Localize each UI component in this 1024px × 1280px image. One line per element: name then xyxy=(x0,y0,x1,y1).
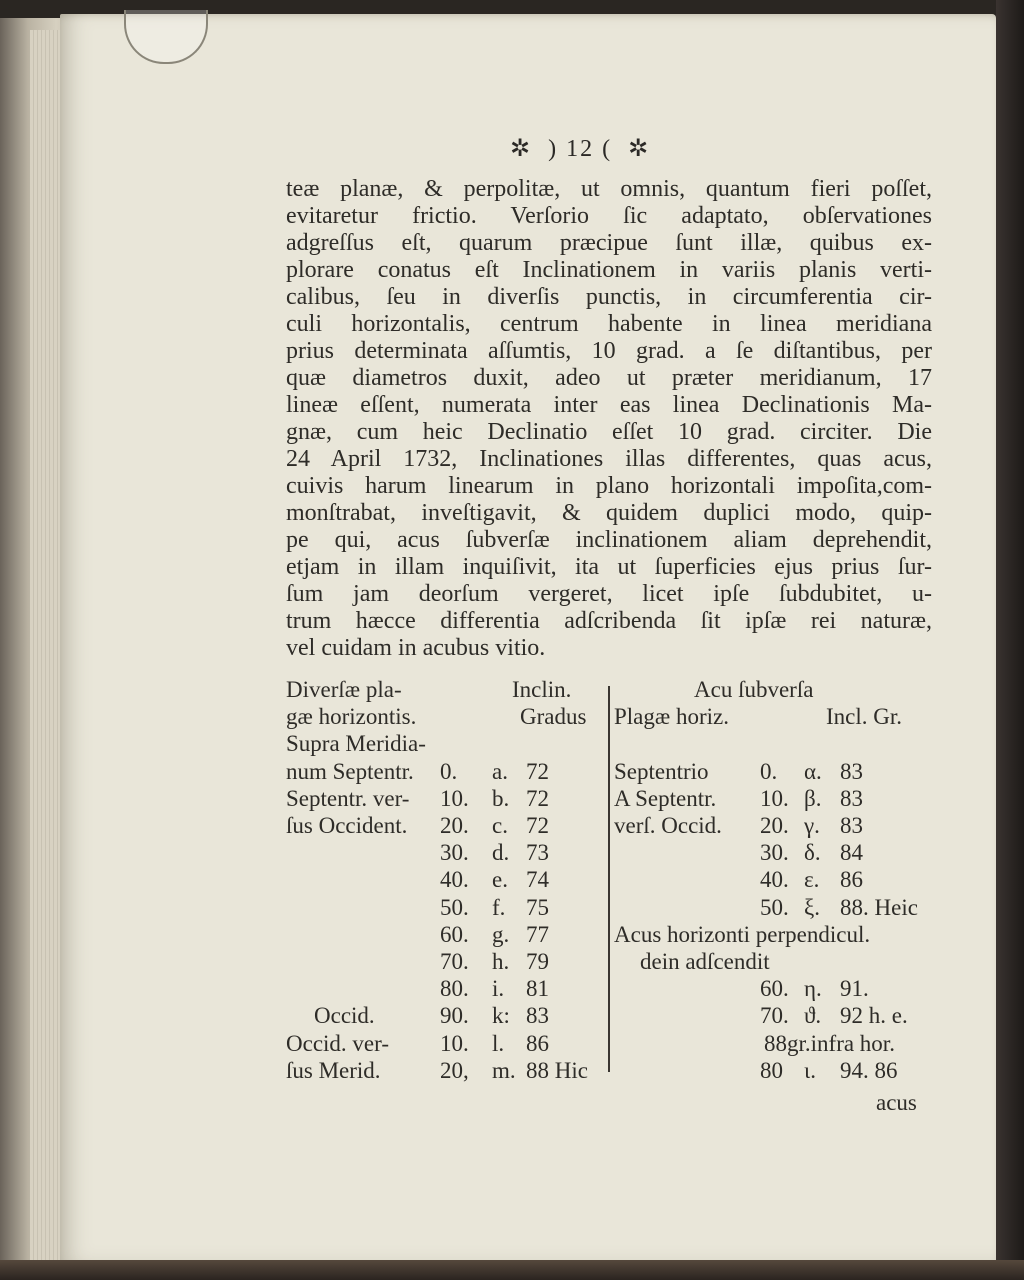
degree-cell: 20, xyxy=(440,1057,469,1083)
value-cell: 81 xyxy=(526,976,549,1002)
table-row xyxy=(614,975,936,1002)
letter-cell: α. xyxy=(804,758,822,784)
right-header-col2: Incl. Gr. xyxy=(826,704,903,730)
table-row xyxy=(286,975,608,1002)
place-label: num Septentr. xyxy=(286,758,414,784)
header-bracket-left: ) xyxy=(548,136,559,162)
value-cell: 75 xyxy=(526,894,549,920)
table-row xyxy=(286,948,608,975)
place-label: Supra Meridia- xyxy=(286,731,426,757)
place-label: A Septentr. xyxy=(614,785,717,811)
value-cell: 92 h. e. xyxy=(840,1003,908,1029)
value-cell: 77 xyxy=(526,921,549,947)
letter-cell: ι. xyxy=(804,1057,816,1083)
table-row xyxy=(614,758,936,785)
right-table-title: Acu ſubverſa xyxy=(694,677,814,702)
degree-cell: 80. xyxy=(440,976,469,1002)
text-line: etjam in illam inquiſivit, ita ut ſuperficies ejus prius ſur- xyxy=(286,554,932,580)
text-line: 24 April 1732, Inclinationes illas differentes, quas acus, xyxy=(286,446,932,472)
place-label: verſ. Occid. xyxy=(614,813,722,838)
place-label: Septentr. ver- xyxy=(286,785,410,811)
value-cell: 72 xyxy=(526,785,549,811)
value-cell: 83 xyxy=(840,758,863,784)
text-line: vel cuidam in acubus vitio. xyxy=(286,635,546,661)
place-label: ſus Merid. xyxy=(286,1057,381,1083)
letter-cell: l. xyxy=(492,1030,505,1056)
place-label: Occid. ver- xyxy=(286,1030,389,1056)
right-table xyxy=(614,676,936,1083)
letter-cell: g. xyxy=(492,921,510,947)
letter-cell: ϑ. xyxy=(804,1003,822,1029)
table-row xyxy=(286,730,608,757)
book-cover-edge xyxy=(996,0,1024,1280)
text-line: calibus, ſeu in diverſis punctis, in circumferentia cir- xyxy=(286,284,932,310)
text-line: gnæ, cum heic Declinatio eſſet 10 grad. circiter. Die xyxy=(286,419,932,445)
letter-cell: γ. xyxy=(804,813,820,838)
text-line: pe qui, acus ſubverſæ inclinationem aliam deprehendit, xyxy=(286,527,932,553)
letter-cell: c. xyxy=(492,813,508,838)
text-line: ſum jam deorſum vergeret, licet ipſe ſubdubitet, u- xyxy=(286,581,932,607)
value-cell: 94. 86 xyxy=(840,1057,898,1083)
letter-cell: ξ. xyxy=(804,894,821,920)
text-line: lineæ eſſent, numerata inter eas linea Declinationis Ma- xyxy=(286,392,932,418)
value-cell: 74 xyxy=(526,867,549,893)
value-cell: 86 xyxy=(840,867,863,893)
text-line: culi horizontalis, centrum habente in linea meridiana xyxy=(286,311,932,337)
text-line: plorare conatus eſt Inclinationem in variis planis verti- xyxy=(286,257,932,283)
text-line: monſtrabat, inveſtigavit, & quidem duplici modo, quip- xyxy=(286,500,932,526)
table-row xyxy=(614,1030,936,1057)
page-header xyxy=(510,134,650,163)
text-line: adgreſſus eſt, quarum præcipue ſunt illæ, quibus ex- xyxy=(286,230,932,256)
letter-cell: m. xyxy=(492,1057,516,1083)
left-table xyxy=(286,676,608,1083)
degree-cell: 50. xyxy=(760,894,789,920)
text-line: evitaretur frictio. Verſorio ſic adaptato, obſervationes xyxy=(286,203,932,229)
degree-cell: 10. xyxy=(760,785,789,811)
letter-cell: h. xyxy=(492,949,510,974)
value-cell: 73 xyxy=(526,840,549,866)
value-cell: 72 xyxy=(526,758,549,784)
table-row xyxy=(286,921,608,948)
table-row xyxy=(286,1057,608,1084)
letter-cell: a. xyxy=(492,758,508,784)
degree-cell: 10. xyxy=(440,1030,469,1056)
table-row xyxy=(614,1057,936,1084)
left-header-col1: Diverſæ pla- xyxy=(286,677,402,702)
book-bottom-edge xyxy=(0,1260,1024,1280)
catchword: acus xyxy=(876,1090,917,1115)
left-header-col2: Inclin. xyxy=(512,677,572,702)
text-line: prius determinata aſſumtis, 10 grad. a ſe diſtantibus, per xyxy=(286,338,932,364)
letter-cell: η. xyxy=(804,976,822,1002)
letter-cell: i. xyxy=(492,976,505,1002)
value-cell: 83 xyxy=(526,1003,549,1029)
ornament-right-icon: ✲ xyxy=(628,136,651,162)
degree-cell: 60. xyxy=(440,921,469,947)
right-note: Acus horizonti perpendicul. xyxy=(614,921,871,947)
degree-cell: 70. xyxy=(440,949,469,974)
table-row xyxy=(614,1002,936,1029)
place-label: ſus Occident. xyxy=(286,813,408,838)
value-cell: 83 xyxy=(840,785,863,811)
table-row xyxy=(286,785,608,812)
degree-cell: 40. xyxy=(440,867,469,893)
table-row xyxy=(286,812,608,839)
left-header-col1: gæ horizontis. xyxy=(286,704,417,730)
value-cell: 88. Heic xyxy=(840,894,918,920)
degree-cell: 0. xyxy=(440,758,458,784)
degree-cell: 10. xyxy=(440,785,469,811)
degree-cell: 90. xyxy=(440,1003,469,1029)
table-row xyxy=(614,894,936,921)
table-row xyxy=(286,758,608,785)
degree-cell: 40. xyxy=(760,867,789,893)
degree-cell: 30. xyxy=(760,840,789,866)
value-cell: 79 xyxy=(526,949,549,974)
letter-cell: b. xyxy=(492,785,510,811)
right-header-col1: Plagæ horiz. xyxy=(614,704,729,730)
letter-cell: f. xyxy=(492,894,506,920)
degree-cell: 30. xyxy=(440,840,469,866)
table-row xyxy=(286,839,608,866)
degree-cell: 0. xyxy=(760,758,778,784)
table-row xyxy=(286,1030,608,1057)
degree-cell: 20. xyxy=(440,813,469,838)
ornament-left-icon: ✲ xyxy=(510,136,533,162)
degree-cell: 60. xyxy=(760,976,789,1002)
table-row xyxy=(286,1002,608,1029)
table-row xyxy=(614,839,936,866)
table-row xyxy=(614,812,936,839)
right-note: dein adſcendit xyxy=(640,949,770,974)
text-line: trum hæcce differentia adſcribenda ſit ipſæ rei naturæ, xyxy=(286,608,932,634)
degree-cell: 50. xyxy=(440,894,469,920)
table-row xyxy=(286,894,608,921)
value-cell: 86 xyxy=(526,1030,549,1056)
degree-cell: 20. xyxy=(760,813,789,838)
table-divider xyxy=(608,686,610,1072)
value-cell: 88 Hic xyxy=(526,1057,588,1083)
value-cell: 84 xyxy=(840,840,863,866)
text-line: quæ diametros duxit, adeo ut præter meridianum, 17 xyxy=(286,365,932,391)
degree-cell: 80 xyxy=(760,1057,783,1083)
table-row xyxy=(286,866,608,893)
place-label: Septentrio xyxy=(614,758,709,784)
value-cell: 83 xyxy=(840,813,863,838)
letter-cell: ε. xyxy=(804,867,820,893)
text-line: cuivis harum linearum in plano horizontali impoſita,com- xyxy=(286,473,932,499)
letter-cell: e. xyxy=(492,867,508,893)
letter-cell: k: xyxy=(492,1003,510,1029)
page-number: 12 xyxy=(566,136,595,162)
degree-cell: 70. xyxy=(760,1003,789,1029)
value-cell: 88gr.infra hor. xyxy=(764,1030,895,1056)
table-row xyxy=(614,785,936,812)
letter-cell: β. xyxy=(804,785,822,811)
left-header-col2: Gradus xyxy=(520,704,587,730)
place-label: Occid. xyxy=(314,1003,375,1029)
body-paragraph xyxy=(286,176,932,662)
header-bracket-right: ( xyxy=(602,136,613,162)
table-row xyxy=(614,866,936,893)
letter-cell: δ. xyxy=(804,840,821,866)
letter-cell: d. xyxy=(492,840,510,866)
value-cell: 91. xyxy=(840,976,869,1002)
value-cell: 72 xyxy=(526,813,549,838)
text-line: teæ planæ, & perpolitæ, ut omnis, quantum fieri poſſet, xyxy=(286,176,932,202)
